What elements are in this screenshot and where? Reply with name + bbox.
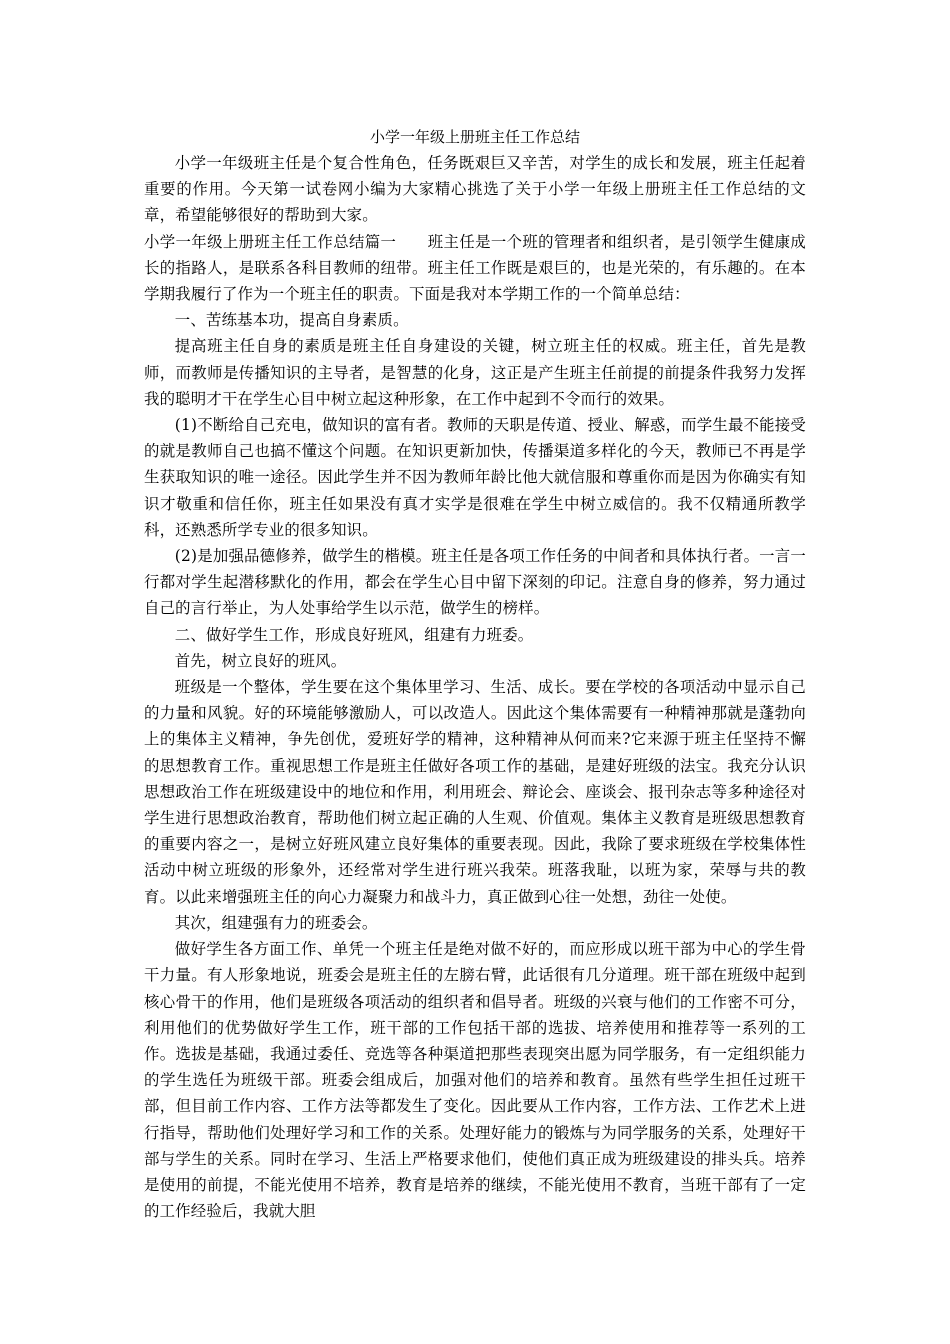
paragraph: 班级是一个整体，学生要在这个集体里学习、生活、成长。要在学校的各项活动中显示自己的力量和风貌。好的环境能够激励人，可以改造人。因此这个集体需要有一种精神那就是蓬勃向上的集体主义精神，争先创优，爱班好学的精神，这种精神从何而来?它来源于班主任坚持不懈的思想教育工作。重视思想工作是班主任做好各项工作的基础，是建好班级的法宝。我充分认识思想政治工作在班级建设中的地位和作用，利用班会、辩论会、座谈会、报刊杂志等多种途径对学生进行思想政治教育，帮助他们树立起正确的人生观、价值观。集体主义教育是班级思想教育的重要内容之一，是树立好班风建立良好集体的重要表现。因此，我除了要求班级在学校集体性活动中树立班级的形象外，还经常对学生进行班兴我荣。班落我耻，以班为家，荣辱与共的教育。以此来增强班主任的向心力凝聚力和战斗力，真正做到心往一处想，劲往一处使。: [144, 678, 806, 906]
subsection-heading: 首先，树立良好的班风。: [174, 651, 347, 670]
document-body: [144, 150, 806, 1224]
document-page: [144, 124, 806, 1224]
paragraph: 小学一年级上册班主任工作总结篇一 班主任是一个班的管理者和组织者，是引领学生健康成长的指路人，是联系各科目教师的纽带。班主任工作既是艰巨的，也是光荣的，有乐趣的。在本学期我履行了作为一个班主任的职责。下面是我对本学期工作的一个简单总结：: [144, 232, 806, 304]
paragraph: 小学一年级班主任是个复合性角色，任务既艰巨又辛苦，对学生的成长和发展，班主任起着重要的作用。今天第一试卷网小编为大家精心挑选了关于小学一年级上册班主任工作总结的文章，希望能够很好的帮助到大家。: [144, 154, 806, 225]
paragraph: (2)是加强品德修养，做学生的楷模。班主任是各项工作任务的中间者和具体执行者。一言一行都对学生起潜移默化的作用，都会在学生心目中留下深刻的印记。注意自身的修养，努力通过自己的言行举止，为人处事给学生以示范，做学生的榜样。: [144, 547, 806, 618]
document-title: 小学一年级上册班主任工作总结: [369, 128, 580, 146]
paragraph: 做好学生各方面工作、单凭一个班主任是绝对做不好的，而应形成以班干部为中心的学生骨干力量。有人形象地说，班委会是班主任的左膀右臂，此话很有几分道理。班干部在班级中起到核心骨干的作用，他们是班级各项活动的组织者和倡导者。班级的兴衰与他们的工作密不可分，利用他们的优势做好学生工作，班干部的工作包括干部的选拔、培养使用和推荐等一系列的工作。选拔是基础，我通过委任、竞选等各种渠道把那些表现突出愿为同学服务，有一定组织能力的学生选任为班级干部。班委会组成后，加强对他们的培养和教育。虽然有些学生担任过班干部，但目前工作内容、工作方法等都发生了变化。因此要从工作内容，工作方法、工作艺术上进行指导，帮助他们处理好学习和工作的关系。处理好能力的锻炼与为同学服务的关系，处理好干部与学生的关系。同时在学习、生活上严格要求他们，使他们真正成为班级建设的排头兵。培养是使用的前提，不能光使用不培养，教育是培养的继续，不能光使用不教育，当班干部有了一定的工作经验后，我就大胆: [144, 940, 806, 1221]
section-heading: 一、苦练基本功，提高自身素质。: [174, 311, 409, 330]
section-heading: 二、做好学生工作，形成良好班风，组建有力班委。: [174, 625, 534, 644]
paragraph: 提高班主任自身的素质是班主任自身建设的关键，树立班主任的权威。班主任，首先是教师，而教师是传播知识的主导者，是智慧的化身，这正是产生班主任前提的前提条件我努力发挥我的聪明才干在学生心目中树立起这种形象，在工作中起到不令而行的效果。: [144, 337, 806, 408]
subsection-heading: 其次，组建强有力的班委会。: [174, 913, 378, 932]
paragraph: (1)不断给自己充电，做知识的富有者。教师的天职是传道、授业、解惑，而学生最不能接受的就是教师自己也搞不懂这个问题。在知识更新加快，传播渠道多样化的今天，教师已不再是学生获取知识的唯一途径。因此学生并不因为教师年龄比他大就信服和尊重你而是因为你确实有知识才敬重和信任你，班主任如果没有真才实学是很难在学生中树立威信的。我不仅精通所教学科，还熟悉所学专业的很多知识。: [144, 416, 806, 539]
